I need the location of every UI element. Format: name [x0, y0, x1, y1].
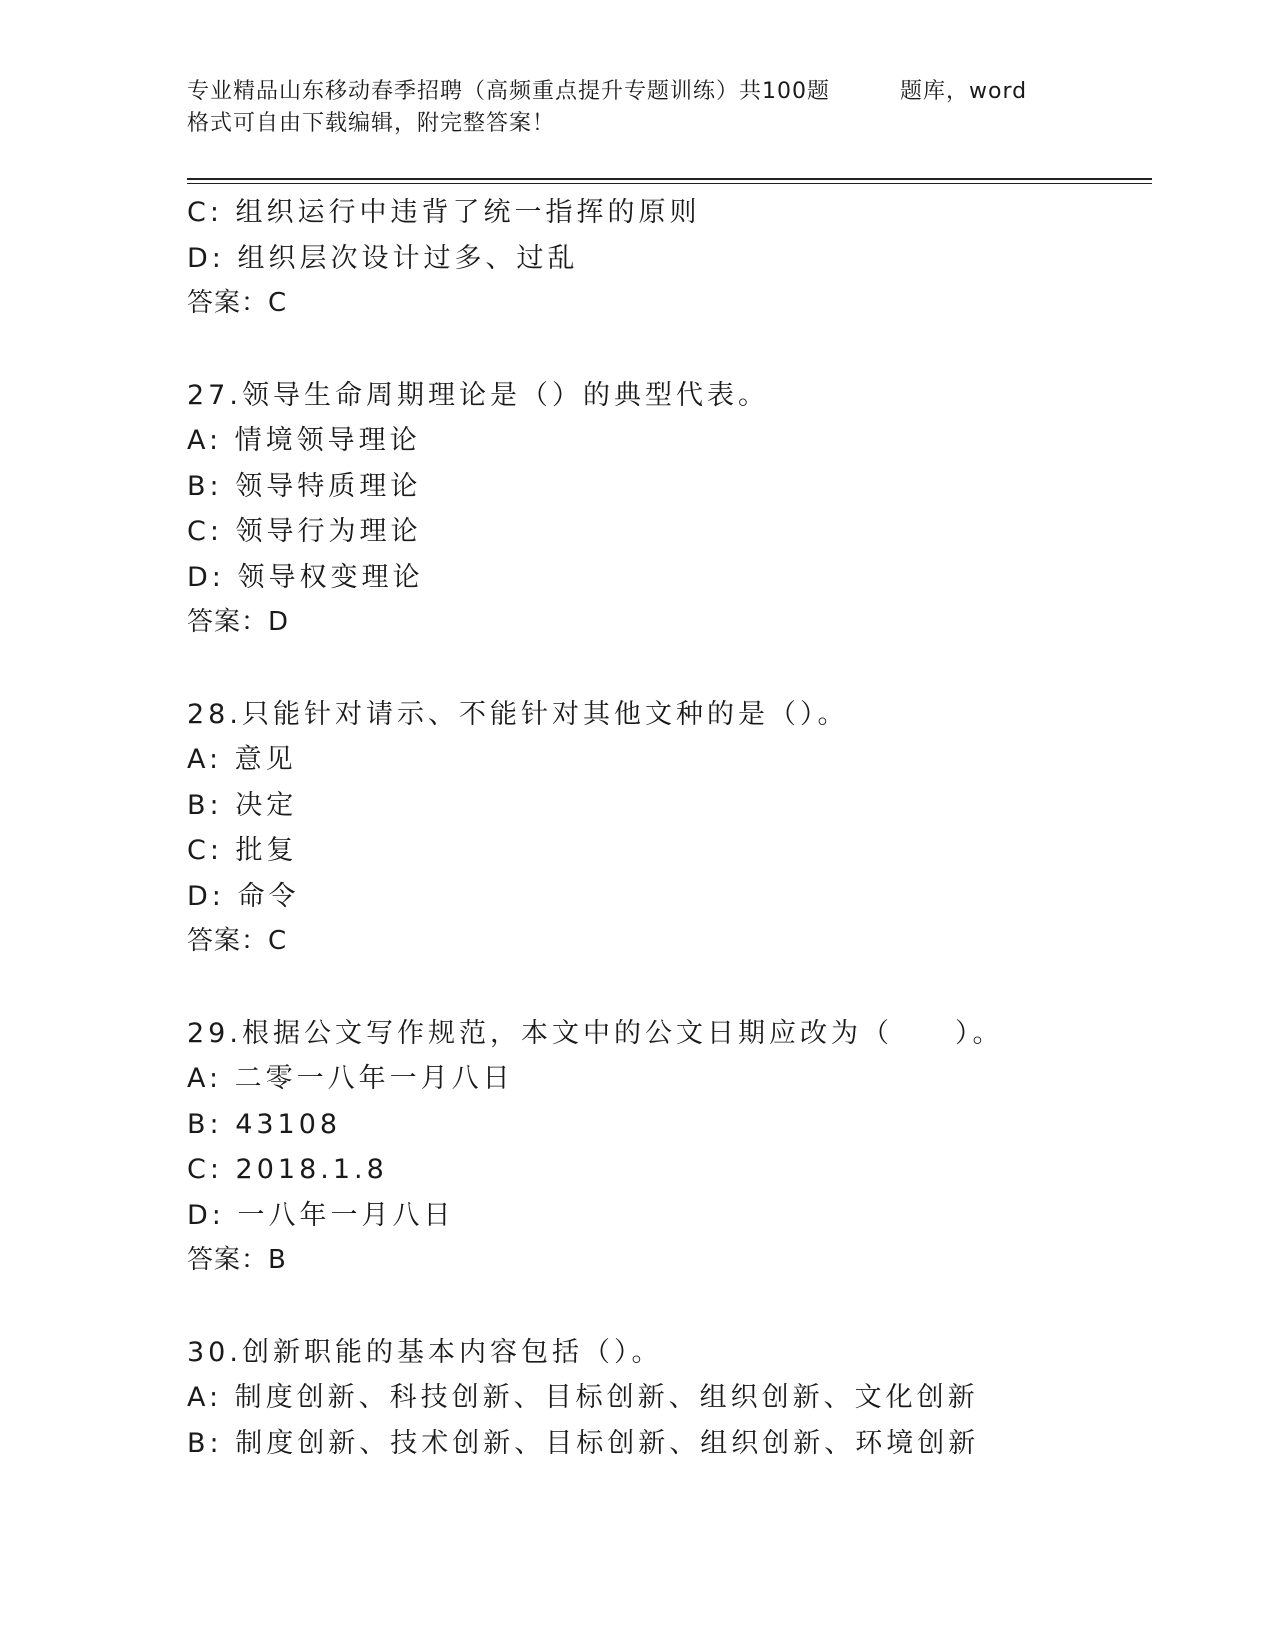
- question-26-tail: [187, 190, 1147, 327]
- option-c: C: 领导行为理论: [187, 516, 422, 547]
- question-stem: 30.创新职能的基本内容包括（）。: [187, 1336, 663, 1368]
- question-28: [187, 692, 1147, 965]
- option-a: A: 意见: [187, 744, 297, 775]
- answer-line: 答案：B: [187, 1245, 287, 1275]
- question-stem: 28.只能针对请示、不能针对其他文种的是（）。: [187, 698, 849, 730]
- answer-line: 答案：C: [187, 926, 288, 956]
- header-line-1: [187, 76, 1087, 108]
- spacer: [187, 646, 1147, 692]
- question-stem: 29.根据公文写作规范，本文中的公文日期应改为（ ）。: [187, 1017, 1004, 1049]
- question-stem: 27.领导生命周期理论是（）的典型代表。: [187, 379, 769, 411]
- option-d: D: 一八年一月八日: [187, 1199, 455, 1231]
- document-header: [187, 76, 1087, 140]
- option-b: B: 决定: [187, 789, 298, 821]
- option-d: D: 领导权变理论: [187, 561, 424, 593]
- header-title-right: 题库，word: [900, 79, 1028, 104]
- header-rule-thick: [187, 178, 1152, 180]
- question-30: [187, 1330, 1147, 1467]
- option-c: C: 批复: [187, 835, 298, 866]
- option-c: C: 组织运行中违背了统一指挥的原则: [187, 197, 701, 228]
- option-a: A: 制度创新、科技创新、目标创新、组织创新、文化创新: [187, 1382, 979, 1413]
- option-a: A: 情境领导理论: [187, 425, 421, 456]
- option-d: D: 组织层次设计过多、过乱: [187, 242, 579, 274]
- question-27: [187, 373, 1147, 646]
- option-d: D: 命令: [187, 880, 300, 912]
- option-b: B: 43108: [187, 1108, 342, 1140]
- option-a: A: 二零一八年一月八日: [187, 1063, 514, 1094]
- header-rule-thin: [187, 183, 1152, 184]
- spacer: [187, 327, 1147, 373]
- header-title: 专业精品山东移动春季招聘（高频重点提升专题训练）共100题: [187, 79, 830, 104]
- question-29: [187, 1011, 1147, 1284]
- option-c: C: 2018.1.8: [187, 1154, 388, 1185]
- option-b: B: 制度创新、技术创新、目标创新、组织创新、环境创新: [187, 1427, 980, 1459]
- spacer: [187, 965, 1147, 1011]
- option-b: B: 领导特质理论: [187, 470, 422, 502]
- header-line-2: 格式可自由下载编辑，附完整答案！: [187, 111, 556, 136]
- answer-line: 答案：D: [187, 607, 290, 637]
- answer-line: 答案：C: [187, 288, 288, 318]
- spacer: [187, 1284, 1147, 1330]
- document-body: [187, 190, 1147, 1466]
